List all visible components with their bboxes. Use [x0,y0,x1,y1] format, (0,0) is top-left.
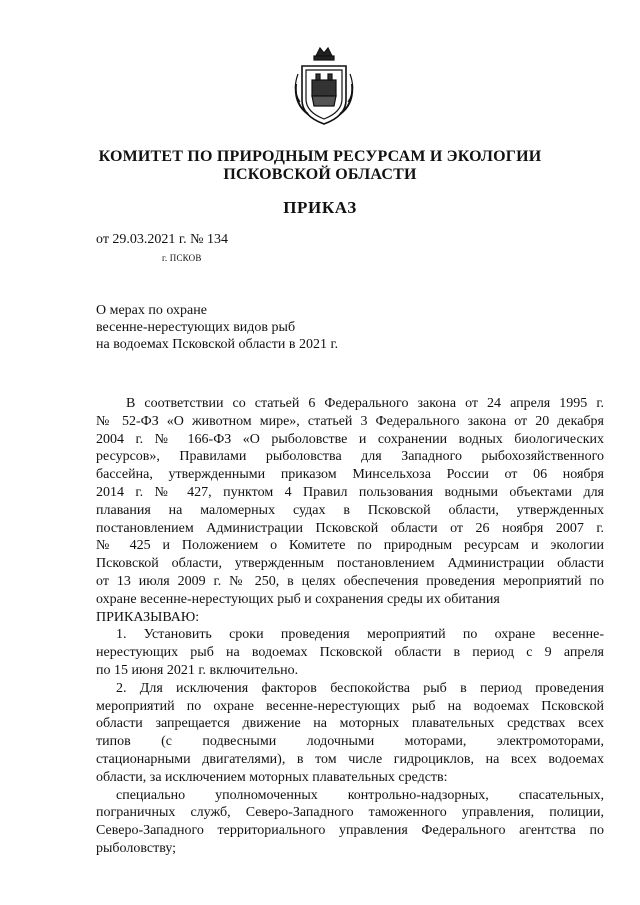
date-and-number: от 29.03.2021 г. № 134 [96,232,228,247]
body-line: пограничных служб, Северо-Западного таможенного управления, полиции, [96,805,604,821]
body-line: от 13 июля 2009 г. № 250, в целях обеспечения проведения мероприятий по [96,573,604,589]
body-line: № 52-ФЗ «О животном мире», статьей 3 Федерального закона от 20 декабря [96,413,604,429]
body-line: ресурсов», Правилами рыболовства для Западного рыбохозяйственного [96,449,604,465]
city-label: г. ПСКОВ [162,253,202,263]
subject-line: весенне-нерестующих видов рыб [96,320,296,335]
body-line: типов (с подвесными лодочными моторами, электромоторами, [96,734,604,750]
body-line: 2004 г. № 166-ФЗ «О рыболовстве и сохранении водных биологических [96,431,604,447]
subject-line: О мерах по охране [96,303,207,318]
body-line: плавания на маломерных судах в Псковской области, утвержденных [96,502,604,518]
body-line: специально уполномоченных контрольно-надзорных, спасательных, [116,787,604,803]
body-line: постановлением Администрации Псковской области от 26 ноября 2007 г. [96,520,604,536]
body-line: Северо-Западного территориального управления Федерального агентства по [96,823,604,839]
body-line: области, за исключением моторных плавательных средств: [96,769,448,785]
organization-name-line1: КОМИТЕТ ПО ПРИРОДНЫМ РЕСУРСАМ И ЭКОЛОГИИ [98,148,542,165]
body-line: нерестующих рыб на водоемах Псковской области в период с 9 апреля [96,645,604,661]
document-type-title: ПРИКАЗ [283,198,357,217]
body-line: 2014 г. № 427, пунктом 4 Правил пользования водными объектами для [96,484,604,500]
body-line: рыболовству; [96,840,177,856]
body-line: стационарными двигателями), в том числе гидроциклов, на всех водоемах [96,751,604,767]
body-line: 1. Установить сроки проведения мероприятий по охране весенне- [116,627,604,643]
body-line: В соответствии со статьей 6 Федерального закона от 24 апреля 1995 г. [126,396,604,411]
order-body-text [96,395,604,858]
body-line: бассейна, утвержденными приказом Минсельхоза России от 06 ноября [96,467,604,483]
body-line: охране весенне-нерестующих рыб и сохранения среды их обитания [96,591,500,607]
body-line: № 425 и Положением о Комитете по природным ресурсам и экологии [96,538,604,554]
subject-line: на водоемах Псковской области в 2021 г. [96,337,339,352]
body-line: 2. Для исключения факторов беспокойства рыб в период проведения [116,680,604,696]
body-line: Псковской области, утвержденным постановлением Администрации области [96,556,604,572]
organization-name-line2: ПСКОВСКОЙ ОБЛАСТИ [223,166,417,183]
order-subject [96,302,338,353]
body-line: области запрещается движение на моторных плавательных средствах всех [96,716,604,732]
body-line: мероприятий по охране весенне-нерестующих рыб на водоемах Псковской [96,698,604,714]
coat-of-arms-icon [294,44,354,126]
body-line: по 15 июня 2021 г. включительно. [96,662,299,678]
body-line: ПРИКАЗЫВАЮ: [96,609,200,625]
